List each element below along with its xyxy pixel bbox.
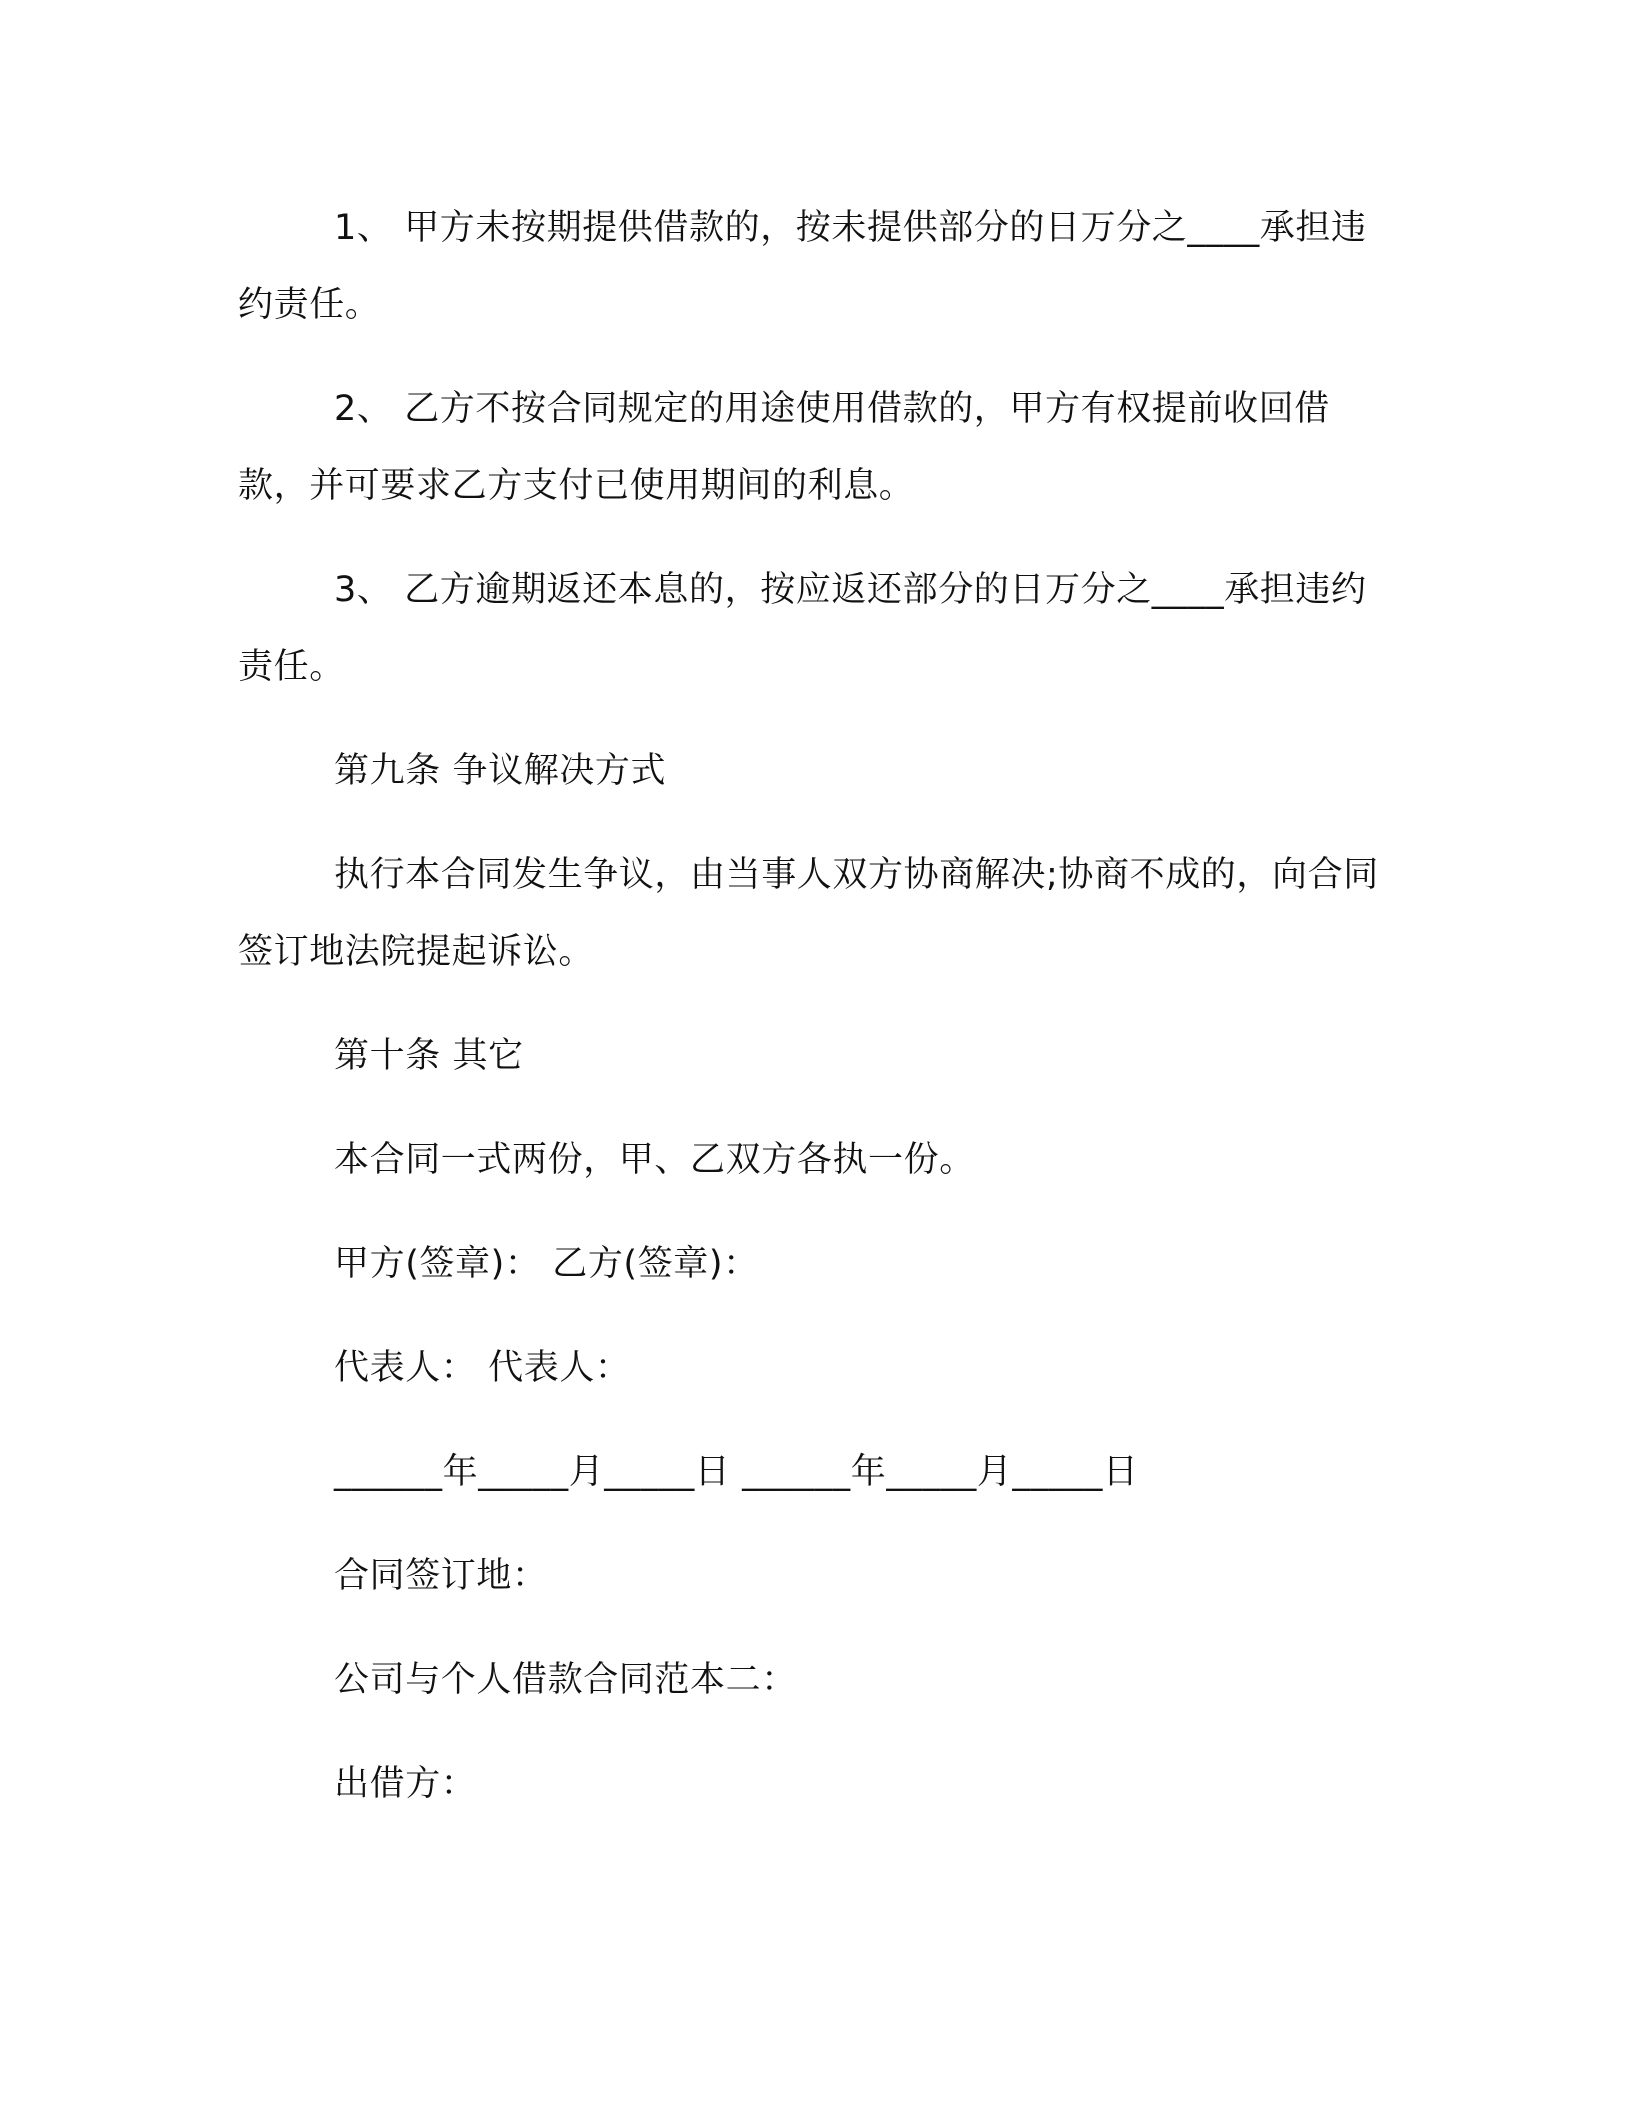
template2-title: 公司与个人借款合同范本二： [334,1660,797,1700]
clause10-heading: 第十条 其它 [334,1036,524,1076]
clause9-heading: 第九条 争议解决方式 [334,751,667,791]
clause9-body: 执行本合同发生争议，由当事人双方协商解决;协商不成的，向合同签订地法院提起诉讼。 [238,855,1379,972]
signature-dates: ______年_____月_____日 ______年_____月_____日 [334,1452,1139,1492]
lender-label: 出借方： [334,1764,477,1804]
signing-place: 合同签订地： [334,1556,548,1596]
clause8-item-3: 3、 乙方逾期返还本息的，按应返还部分的日万分之____承担违约责任。 [238,570,1367,687]
clause10-body: 本合同一式两份，甲、乙双方各执一份。 [334,1140,975,1180]
signature-parties: 甲方(签章)： 乙方(签章)： [334,1244,759,1284]
clause8-item-2: 2、 乙方不按合同规定的用途使用借款的，甲方有权提前收回借款，并可要求乙方支付已使用期间的利息。 [238,389,1330,506]
signature-representatives: 代表人： 代表人： [334,1348,631,1388]
clause8-item-1: 1、 甲方未按期提供借款的，按未提供部分的日万分之____承担违约责任。 [238,208,1367,325]
document-body [238,190,1388,1823]
